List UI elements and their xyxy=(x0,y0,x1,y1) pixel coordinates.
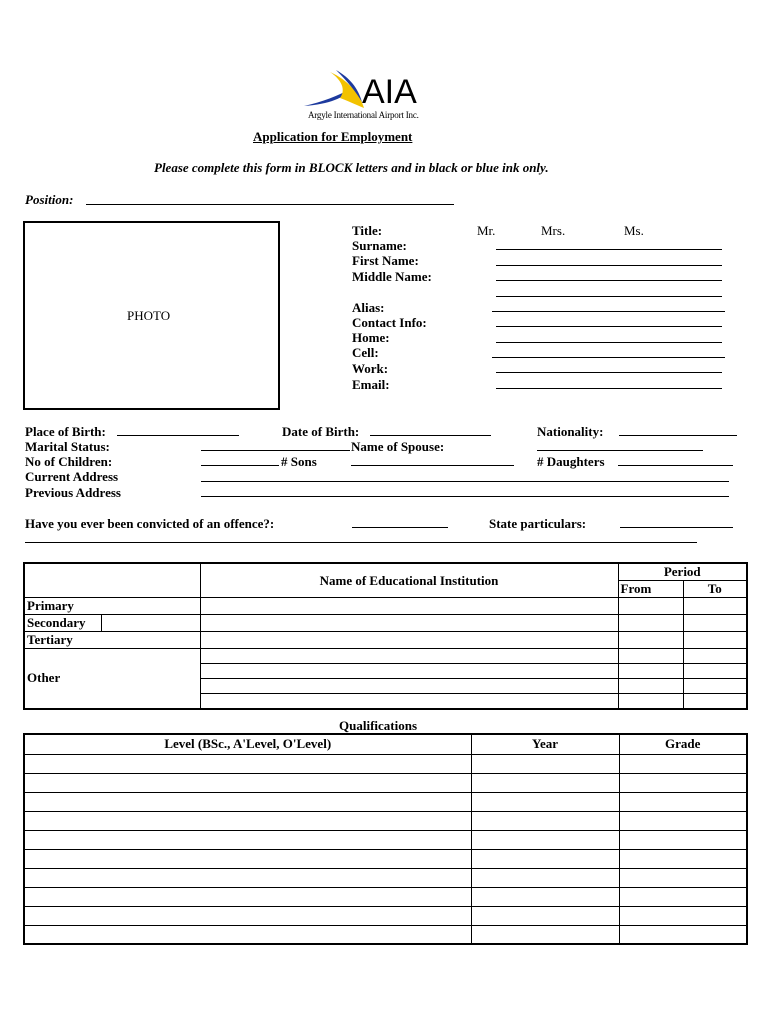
middle-name-label: Middle Name: xyxy=(352,269,432,284)
year-cell[interactable] xyxy=(471,830,619,849)
grade-cell[interactable] xyxy=(619,906,747,925)
level-cell[interactable] xyxy=(24,754,471,773)
company-logo xyxy=(300,68,450,120)
qualification-row xyxy=(24,830,747,849)
alias-field[interactable] xyxy=(492,311,725,312)
from-header: From xyxy=(618,581,683,598)
convicted-answer-field[interactable] xyxy=(352,527,448,528)
grade-cell[interactable] xyxy=(619,887,747,906)
grade-cell[interactable] xyxy=(619,868,747,887)
qualifications-table xyxy=(23,733,748,945)
surname-label: Surname: xyxy=(352,238,407,253)
from-cell[interactable] xyxy=(618,679,683,694)
position-label: Position: xyxy=(25,192,74,207)
middle-name-field[interactable] xyxy=(496,280,722,281)
institution-cell[interactable] xyxy=(200,649,618,664)
date-of-birth-label: Date of Birth: xyxy=(282,424,360,439)
sons-label: # Sons xyxy=(281,454,317,469)
to-cell[interactable] xyxy=(683,664,747,679)
from-cell[interactable] xyxy=(618,664,683,679)
period-header: Period xyxy=(618,563,747,581)
no-of-children-label: No of Children: xyxy=(25,454,113,469)
level-cell[interactable] xyxy=(24,830,471,849)
qualification-row xyxy=(24,906,747,925)
level-column-header: Level (BSc., A'Level, O'Level) xyxy=(24,734,471,754)
level-cell[interactable] xyxy=(24,925,471,944)
secondary-divider xyxy=(101,614,102,632)
from-cell[interactable] xyxy=(618,632,683,649)
logo-text: AIA xyxy=(362,73,417,111)
level-cell[interactable] xyxy=(24,773,471,792)
from-cell[interactable] xyxy=(618,598,683,615)
logo-swoosh-icon xyxy=(300,68,370,112)
first-name-field[interactable] xyxy=(496,265,722,266)
daughters-field[interactable] xyxy=(618,465,733,466)
qualification-row xyxy=(24,887,747,906)
email-label: Email: xyxy=(352,377,390,392)
level-cell[interactable] xyxy=(24,792,471,811)
year-cell[interactable] xyxy=(471,925,619,944)
year-cell[interactable] xyxy=(471,754,619,773)
current-address-label: Current Address xyxy=(25,469,119,484)
year-column-header: Year xyxy=(471,734,619,754)
title-option-ms[interactable]: Ms. xyxy=(624,223,644,238)
logo-subtitle: Argyle International Airport Inc. xyxy=(308,110,419,120)
grade-cell[interactable] xyxy=(619,849,747,868)
institution-cell[interactable] xyxy=(200,694,618,709)
institution-header: Name of Educational Institution xyxy=(200,563,618,598)
to-cell[interactable] xyxy=(683,679,747,694)
marital-status-label: Marital Status: xyxy=(25,439,110,454)
grade-cell[interactable] xyxy=(619,754,747,773)
state-particulars-field[interactable] xyxy=(620,527,733,528)
institution-cell[interactable] xyxy=(200,679,618,694)
position-field[interactable] xyxy=(86,204,454,205)
from-cell[interactable] xyxy=(618,649,683,664)
form-title: Application for Employment xyxy=(253,129,413,144)
level-other: Other xyxy=(24,649,200,709)
marital-status-field[interactable] xyxy=(201,450,350,451)
from-cell[interactable] xyxy=(618,615,683,632)
nationality-field[interactable] xyxy=(619,435,737,436)
from-cell[interactable] xyxy=(618,694,683,709)
qualification-row xyxy=(24,754,747,773)
current-address-field[interactable] xyxy=(201,481,729,482)
surname-field[interactable] xyxy=(496,249,722,250)
qualification-row xyxy=(24,773,747,792)
level-secondary-label: Secondary xyxy=(27,615,86,630)
level-tertiary: Tertiary xyxy=(24,632,200,649)
qualification-row xyxy=(24,868,747,887)
to-cell[interactable] xyxy=(683,649,747,664)
home-field[interactable] xyxy=(496,342,722,343)
year-cell[interactable] xyxy=(471,792,619,811)
level-cell[interactable] xyxy=(24,906,471,925)
level-secondary xyxy=(24,615,200,632)
year-cell[interactable] xyxy=(471,811,619,830)
to-cell[interactable] xyxy=(683,598,747,615)
grade-cell[interactable] xyxy=(619,792,747,811)
year-cell[interactable] xyxy=(471,906,619,925)
no-of-children-field[interactable] xyxy=(201,465,279,466)
qualification-row xyxy=(24,925,747,944)
nationality-label: Nationality: xyxy=(537,424,604,439)
to-cell[interactable] xyxy=(683,632,747,649)
to-cell[interactable] xyxy=(683,615,747,632)
cell-field[interactable] xyxy=(492,357,725,358)
to-header: To xyxy=(683,581,747,598)
year-cell[interactable] xyxy=(471,849,619,868)
institution-cell[interactable] xyxy=(200,632,618,649)
previous-address-label: Previous Address xyxy=(25,485,121,500)
cell-label: Cell: xyxy=(352,345,379,360)
level-cell[interactable] xyxy=(24,811,471,830)
title-option-mrs[interactable]: Mrs. xyxy=(541,223,566,238)
work-label: Work: xyxy=(352,361,389,376)
place-of-birth-field[interactable] xyxy=(117,435,239,436)
grade-cell[interactable] xyxy=(619,925,747,944)
place-of-birth-label: Place of Birth: xyxy=(25,424,106,439)
qualification-row xyxy=(24,849,747,868)
education-level-header xyxy=(24,563,200,598)
qualifications-title: Qualifications xyxy=(339,718,418,733)
date-of-birth-field[interactable] xyxy=(370,435,491,436)
name-of-spouse-label: Name of Spouse: xyxy=(351,439,445,454)
institution-cell[interactable] xyxy=(200,664,618,679)
email-field[interactable] xyxy=(496,388,722,389)
year-cell[interactable] xyxy=(471,868,619,887)
qualification-row xyxy=(24,811,747,830)
state-particulars-field-2[interactable] xyxy=(25,542,697,543)
middle-name-field-2[interactable] xyxy=(496,296,722,297)
previous-address-field[interactable] xyxy=(201,496,729,497)
alias-label: Alias: xyxy=(352,300,385,315)
grade-cell[interactable] xyxy=(619,811,747,830)
education-table xyxy=(23,562,748,710)
contact-info-label: Contact Info: xyxy=(352,315,427,330)
to-cell[interactable] xyxy=(683,694,747,709)
level-cell[interactable] xyxy=(24,849,471,868)
year-cell[interactable] xyxy=(471,773,619,792)
title-option-mr[interactable]: Mr. xyxy=(477,223,496,238)
institution-cell[interactable] xyxy=(200,615,618,632)
level-cell[interactable] xyxy=(24,868,471,887)
institution-cell[interactable] xyxy=(200,598,618,615)
year-cell[interactable] xyxy=(471,887,619,906)
home-label: Home: xyxy=(352,330,390,345)
grade-column-header: Grade xyxy=(619,734,747,754)
sons-field[interactable] xyxy=(351,465,514,466)
work-field[interactable] xyxy=(496,372,722,373)
form-instruction: Please complete this form in BLOCK letters and in black or blue ink only. xyxy=(154,160,549,175)
level-primary: Primary xyxy=(24,598,200,615)
convicted-question-label: Have you ever been convicted of an offence?: xyxy=(25,516,275,531)
contact-info-field[interactable] xyxy=(496,326,722,327)
state-particulars-label: State particulars: xyxy=(489,516,587,531)
qualification-row xyxy=(24,792,747,811)
level-cell[interactable] xyxy=(24,887,471,906)
daughters-label: # Daughters xyxy=(537,454,605,469)
qualifications-body xyxy=(24,754,747,944)
grade-cell[interactable] xyxy=(619,773,747,792)
name-of-spouse-field[interactable] xyxy=(537,450,703,451)
photo-label: PHOTO xyxy=(127,308,171,323)
title-label: Title: xyxy=(352,223,383,238)
grade-cell[interactable] xyxy=(619,830,747,849)
first-name-label: First Name: xyxy=(352,253,419,268)
